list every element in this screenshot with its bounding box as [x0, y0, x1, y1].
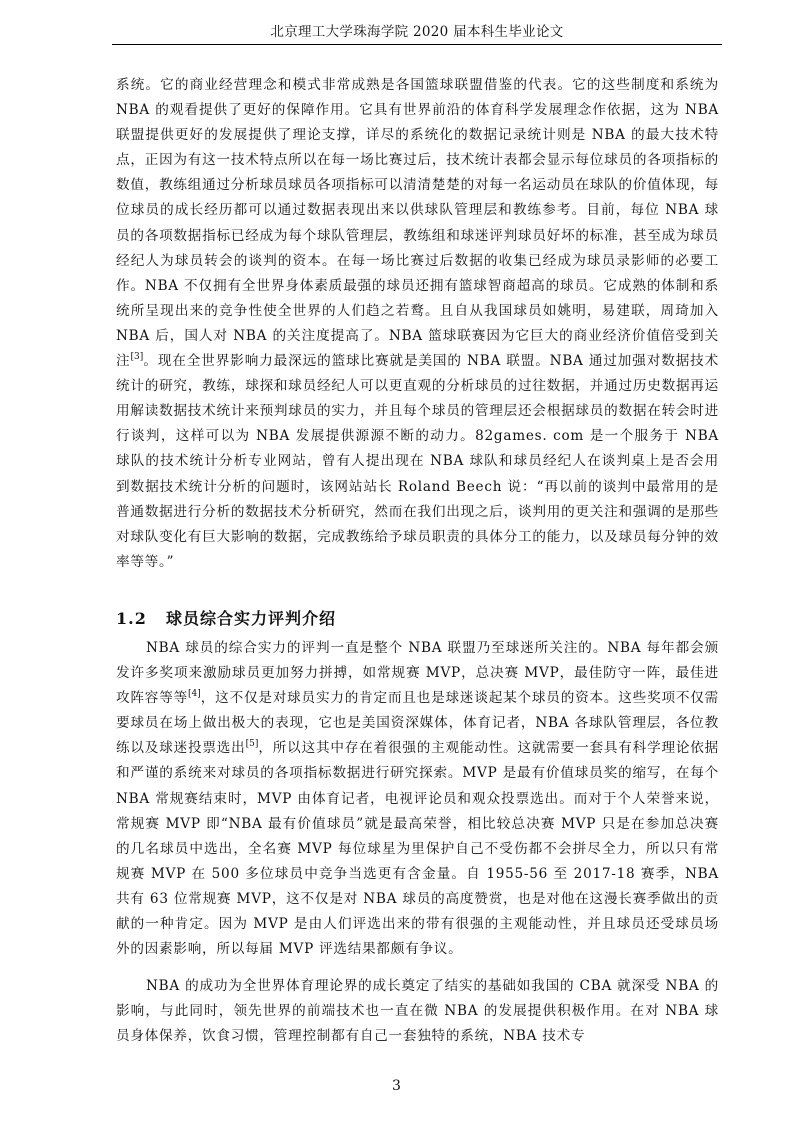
header-rule [112, 44, 722, 45]
paragraph-text: ，这不仅是对球员实力的肯定而且也是球迷谈起某个球员的资本。这些奖项不仅需要球员在场上做出极大的表现，它也是美国资深媒体，体育记者，NBA 各球队管理层，各位教练以及球迷投票选出 [116, 690, 719, 757]
paragraph-text: 。现在全世界影响力最深远的篮球比赛就是美国的 NBA 联盟。NBA 通过加强对数据技术统计的研究，教练，球探和球员经纪人可以更直观的分析球员的过往数据，并通过历史数据再运用解读数据技术统计来预判球员的实力，并且每个球员的管理层还会根据球员的数据在转会时进行谈判，这样可以为 NBA 发展提供源源不断的动力。82games. com 是一个服务于 NBA 球队的技术统计分析专业网站，曾有人提出现在 NBA 球队和球员经纪人在谈判桌上是否会用到数据技术统计分析的问题时，该网站站长 Roland Beech 说：“再以前的谈判中最常用的是普通数据进行分析的数据技术分析研究，然而在我们出现之后，谈判用的更关注和强调的是那些对球队变化有巨大影响的数据，完成教练给予球员职责的具体分工的能力，以及球员每分钟的效率等等。” [116, 353, 719, 570]
section-title: 球员综合实力评判介绍 [166, 609, 337, 628]
body-paragraph-1 [116, 73, 719, 575]
paragraph-text: 系统。它的商业经营理念和模式非常成熟是各国篮球联盟借鉴的代表。它的这些制度和系统为 NBA 的观看提供了更好的保障作用。它具有世界前沿的体育科学发展理念作依据，这为 NBA 联盟提供更好的发展提供了理论支撑，详尽的系统化的数据记录统计则是 NBA 的最大技术特点，正因为有这一技术特点所以在每一场比赛过后，技术统计表都会显示每位球员的各项指标的数值，教练组通过分析球员球员各项指标可以清清楚楚的对每一名运动员在球队的价值体现，每位球员的成长经历都可以通过数据表现出来以供球队管理层和教练参考。目前，每位 NBA 球员的各项数据指标已经成为每个球队管理层，教练组和球迷评判球员好坏的标准，甚至成为球员经纪人为球员转会的谈判的资本。在每一场比赛过后数据的收集已经成为球员录影师的必要工作。NBA 不仅拥有全世界身体素质最强的球员还拥有篮球智商超高的球员。它成熟的体制和系统所呈现出来的竞争性使全世界的人们趋之若鹜。且自从我国球员如姚明，易建联，周琦加入 NBA 后，国人对 NBA 的关注度提高了。NBA 篮球联赛因为它巨大的商业经济价值倍受到关注 [116, 77, 719, 370]
section-number: 1.2 [116, 609, 147, 628]
page-number: 3 [392, 1078, 401, 1094]
citation-marker: [3] [130, 352, 144, 363]
citation-marker: [5] [245, 739, 259, 750]
body-paragraph-3 [116, 974, 719, 1049]
citation-marker: [4] [187, 689, 201, 700]
paragraph-text: ，所以这其中存在着很强的主观能动性。这就需要一套具有科学理论依据和严谨的系统来对球员的各项指标数据进行研究探索。MVP 是最有价值球员奖的缩写，在每个 NBA 常规赛结束时，MVP 由体育记者，电视评论员和观众投票选出。而对于个人荣誉来说，常规赛 MVP 即“NBA 最有价值球员”就是最高荣誉，相比较总决赛 MVP 只是在参加总决赛的几名球员中选出，全名赛 MVP 每位球星为里保护自己不受伤都不会拼尽全力，所以只有常规赛 MVP 在 500 多位球员中竞争当选更有含金量。自 1955-56 至 2017-18 赛季，NBA 共有 63 位常规赛 MVP，这不仅是对 NBA 球员的高度赞赏，也是对他在这漫长赛季做出的贡献的一种肯定。因为 MVP 是由人们评选出来的带有很强的主观能动性，并且球员还受球员场外的因素影响，所以每届 MVP 评选结果都颇有争议。 [116, 740, 720, 958]
paragraph-text: NBA 球员的综合实力的评判一直是整个 NBA 联盟乃至球迷所关注的。NBA 每年都会颁发许多奖项来激励球员更加努力拼搏，如常规赛 MVP，总决赛 MVP，最佳防守一阵，最佳进攻阵容等等 [116, 640, 719, 707]
body-paragraph-2 [116, 636, 719, 962]
paragraph-text: NBA 的成功为全世界体育理论界的成长奠定了结实的基础如我国的 CBA 就深受 NBA 的影响，与此同时，领先世界的前端技术也一直在微 NBA 的发展提供积极作用。在对 NBA 球员身体保养，饮食习惯，管理控制都有自己一套独特的系统，NBA 技术专 [116, 978, 719, 1045]
section-heading [116, 606, 336, 629]
running-header: 北京理工大学珠海学院 2020 届本科生毕业论文 [270, 24, 564, 40]
